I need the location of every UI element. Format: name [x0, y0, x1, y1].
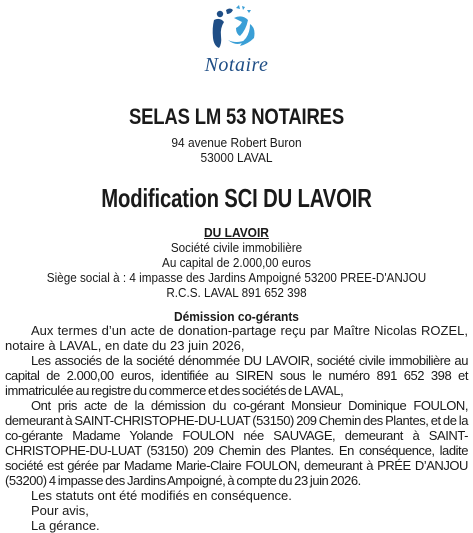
paragraph-associates: Les associés de la société dénommée DU LAVOIR, société civile immobilière au capital de 2.000,00 euros, identifiée au SIREN sous le numéro 891 652 398 et immatriculée au registre du commerce et des sociétés de LAVAL, [5, 353, 468, 398]
closing-line1: Pour avis, [31, 503, 89, 518]
notaire-logo [0, 4, 473, 74]
company-capital: Au capital de 2.000,00 euros [162, 255, 311, 270]
firm-address-line1: 94 avenue Robert Buron [171, 135, 302, 150]
company-rcs: R.C.S. LAVAL 891 652 398 [166, 285, 307, 300]
closing-line2: La gérance. [31, 518, 100, 533]
company-name: DU LAVOIR [204, 225, 269, 240]
paragraph-deed: Aux termes d’un acte de donation-partage reçu par Maître Nicolas ROZEL, notaire à LAVAL, en date du 23 juin 2026, [5, 323, 468, 353]
notice-body [5, 323, 468, 533]
notaire-emblem-icon [206, 4, 268, 52]
paragraph-resignation: Ont pris acte de la démission du co-gérant Monsieur Dominique FOULON, demeurant à SAINT-CHRISTOPHE-DU-LUAT (53150) 209 Chemin des Plantes, et de la co-gérante Madame Yolande FOULON née SAUVAGE, demeurant à SAINT-CHRISTOPHE-DU-LUAT (53150) 209 Chemin des Plantes. En conséquence, ladite société est gérée par Madame Marie-Claire FOULON, demeurant à PRÉE D’ANJOU (53200) 4 impasse des Jardins Ampoigné, à compte du 23 juin 2026. [5, 398, 468, 488]
company-seat: Siège social à : 4 impasse des Jardins Ampoigné 53200 PREE-D'ANJOU [46, 270, 427, 285]
section-title: Démission co-gérants [174, 309, 299, 324]
firm-name: SELAS LM 53 NOTAIRES [128, 104, 345, 129]
firm-address-line2: 53000 LAVAL [200, 150, 273, 165]
notice-title: Modification SCI DU LAVOIR [101, 183, 372, 213]
company-type: Société civile immobilière [170, 240, 303, 255]
paragraph-statutes: Les statuts ont été modifiés en conséquence. [31, 488, 292, 503]
logo-wordmark: Notaire [204, 54, 269, 76]
